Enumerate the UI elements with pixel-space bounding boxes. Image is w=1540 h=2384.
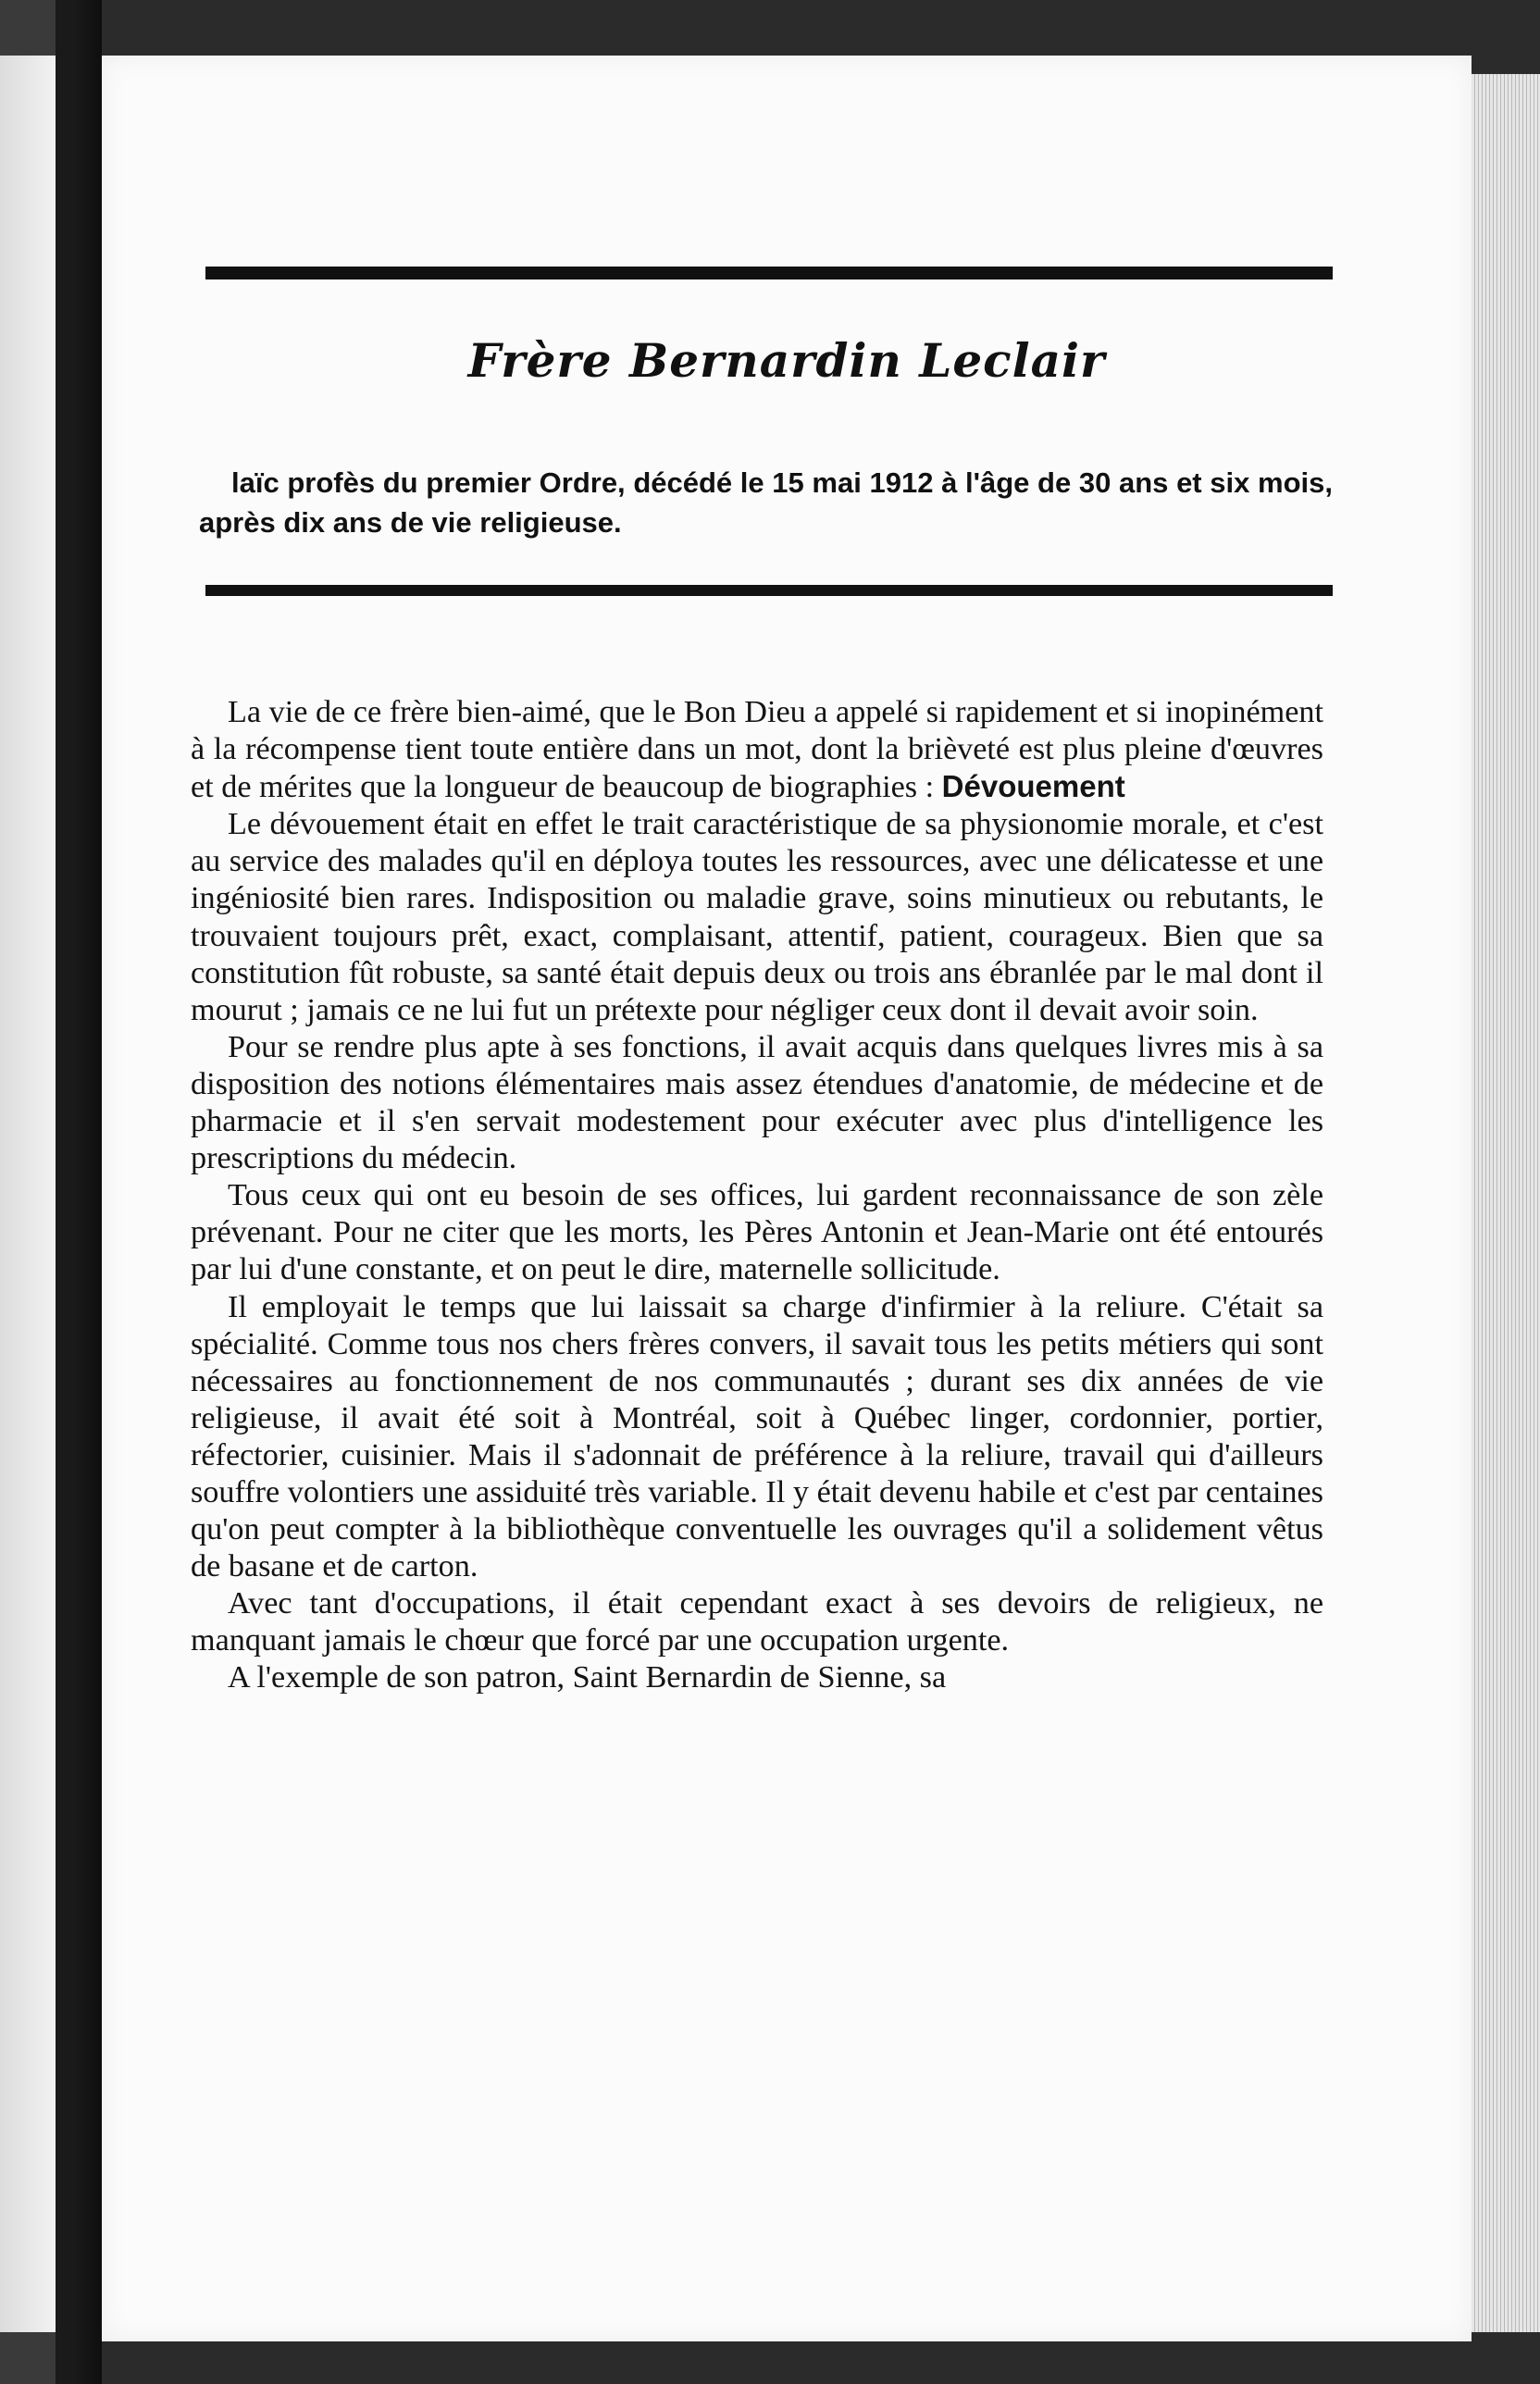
paragraph-1-text: La vie de ce frère bien-aimé, que le Bon Dieu a appelé si rapidement et si inopinément à la récompense tient toute entière dans un mot, dont la brièveté est plus pleine d'œuvres et de mérites que la longueur de beaucoup de biographies : <box>191 695 1323 805</box>
paragraph-2: Le dévouement était en effet le trait caractéristique de sa physionomie morale, et c'est au service des malades qu'il en déploya toutes les ressources, avec une délicatesse et une ingéniosité bien rares. Indisposition ou maladie grave, soins minutieux ou rebutants, le trouvaient toujours prêt, exact, complaisant, attentif, patient, courageux. Bien que sa constitution fût robuste, sa santé était depuis deux ou trois ans ébranlée par le mal dont il mourut ; jamais ce ne lui fut un prétexte pour négliger ceux dont il devait avoir soin. <box>191 807 1323 1027</box>
page-subtitle: laïc profès du premier Ordre, décédé le 15 mai 1912 à l'âge de 30 ans et six mois, après dix ans de vie religieuse. <box>199 466 1333 539</box>
previous-page-edge <box>0 56 56 2332</box>
book-page <box>102 56 1472 2341</box>
paragraph-6: Avec tant d'occupations, il était cependant exact à ses devoirs de religieux, ne manquant jamais le chœur que forcé par une occupation urgente. <box>191 1586 1323 1658</box>
page-title: Frère Bernardin Leclair <box>467 333 1106 388</box>
paragraph-4: Tous ceux qui ont eu besoin de ses offices, lui gardent reconnaissance de son zèle prévenant. Pour ne citer que les morts, les Pères Antonin et Jean-Marie ont été entourés par lui d'une constante, et on peut le dire, maternelle sollicitude. <box>191 1178 1323 1287</box>
keyword-devouement: Dévouement <box>941 769 1125 804</box>
bottom-rule <box>205 585 1333 596</box>
top-rule <box>205 267 1333 279</box>
paragraph-1 <box>191 694 1323 806</box>
body-text <box>191 694 1323 1697</box>
paragraph-3: Pour se rendre plus apte à ses fonctions, il avait acquis dans quelques livres mis à sa disposition des notions élémentaires mais assez étendues d'anatomie, de médecine et de pharmacie et il s'en servait modestement pour exécuter avec plus d'intelligence les prescriptions du médecin. <box>191 1029 1323 1176</box>
paragraph-5: Il employait le temps que lui laissait sa charge d'infirmier à la reliure. C'était sa spécialité. Comme tous nos chers frères convers, il savait tous les petits métiers qui sont nécessaires au fonctionnement de nos communautés ; durant ses dix années de vie religieuse, il avait été soit à Montréal, soit à Québec linger, cordonnier, portier, réfectorier, cuisinier. Mais il s'adonnait de préférence à la reliure, travail qui d'ailleurs souffre volontiers une assiduité très variable. Il y était devenu habile et c'est par centaines qu'on peut compter à la bibliothèque conventuelle les ouvrages qu'il a solidement vêtus de basane et de carton. <box>191 1289 1323 1584</box>
book-binding-left <box>0 0 102 2384</box>
paragraph-7: A l'exemple de son patron, Saint Bernardin de Sienne, sa <box>228 1660 947 1695</box>
